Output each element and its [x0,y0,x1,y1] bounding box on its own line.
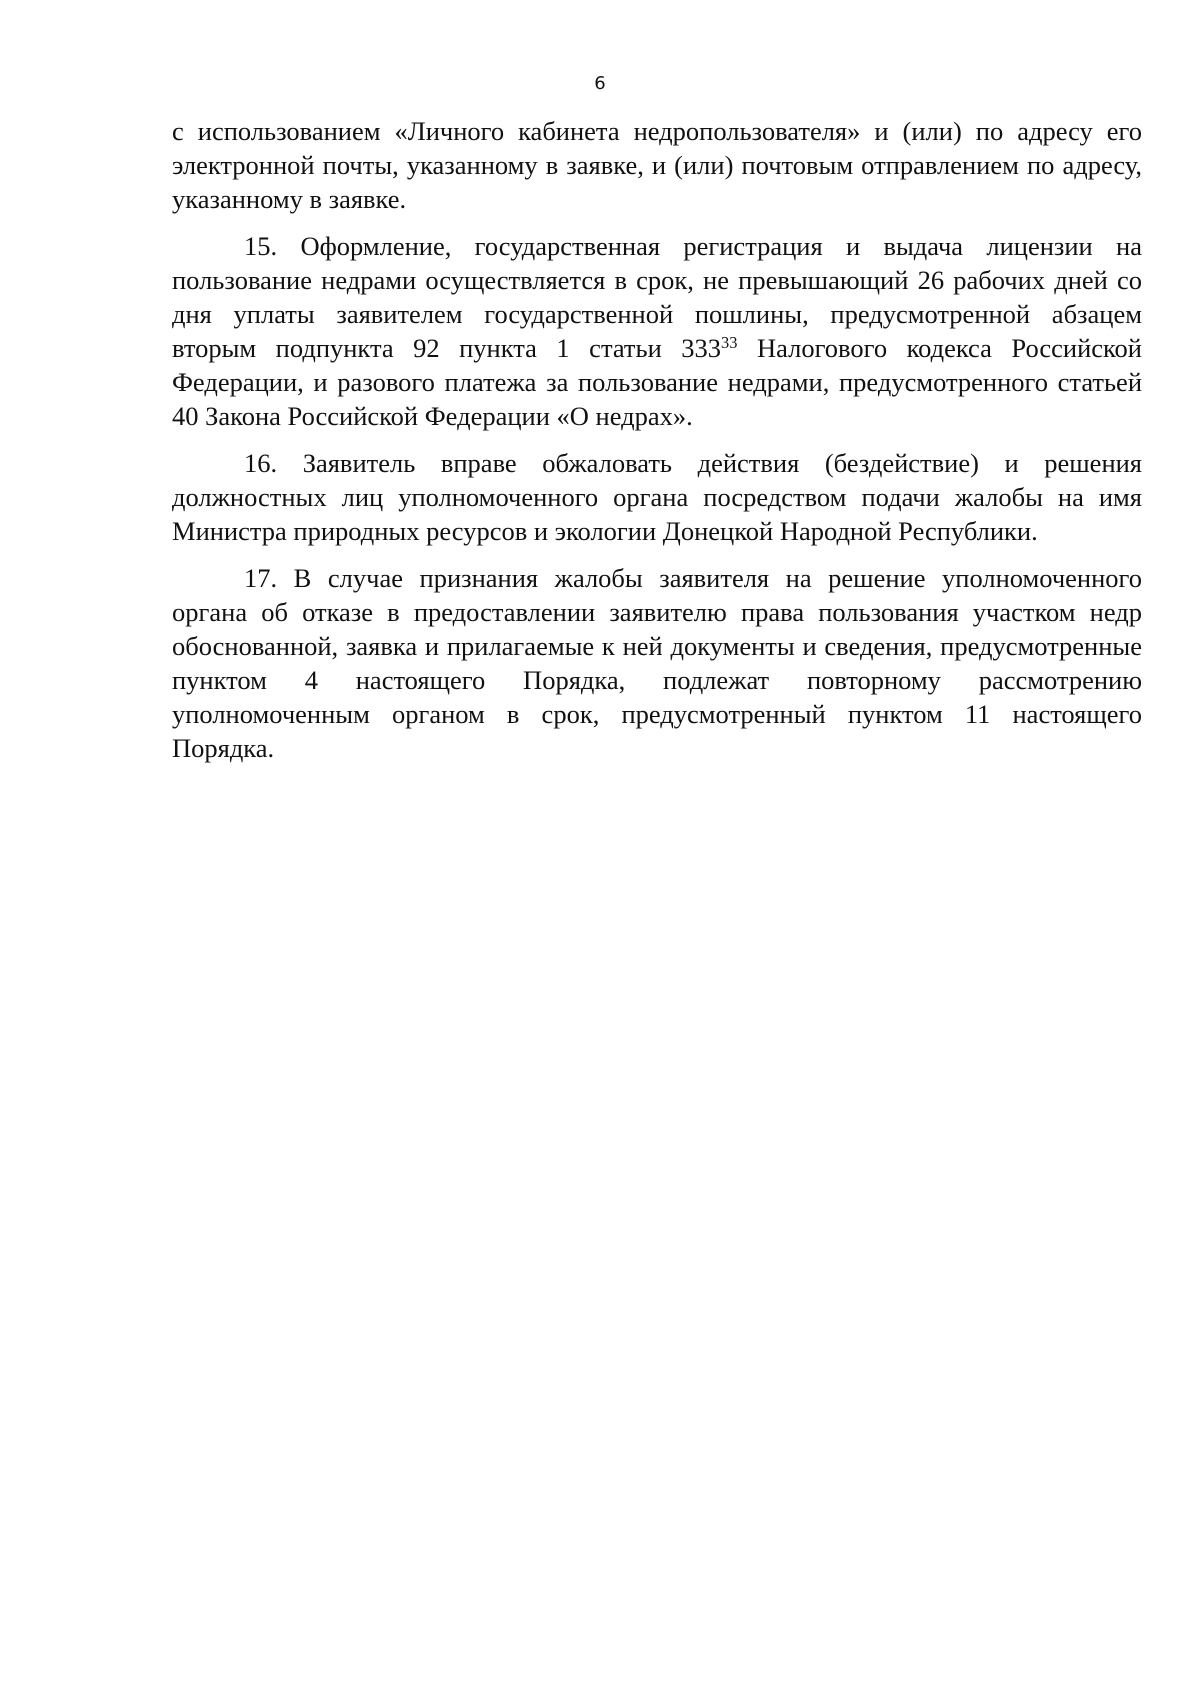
paragraph-17: 17. В случае признания жалобы заявителя на решение уполномоченного органа об отказе в предоставлении заявителю права пользования участком недр обоснованной, заявка и прилагаемые к ней документы и сведения, предусмотренные пунктом 4 настоящего Порядка, подлежат повторному рассмотрению уполномоченным органом в срок, предусмотренный пунктом 11 настоящего Порядка. [172,563,1142,763]
page-number: 6 [594,73,606,94]
document-body [172,114,1142,778]
paragraph-16: 16. Заявитель вправе обжаловать действия (бездействие) и решения должностных лиц уполномоченного органа посредством подачи жалобы на имя Министра природных ресурсов и экологии Донецкой Народной Республики. [172,448,1142,546]
paragraph-15-text-after: Налогового кодекса Российской Федерации, и разового платежа за пользование недрами, предусмотренного статьей 40 Закона Российской Федерации «О недрах». [172,333,1142,431]
paragraph-15 [172,229,1142,433]
paragraph-15-superscript: 33 [721,332,738,352]
paragraph-15-text-before: 15. Оформление, государственная регистрация и выдача лицензии на пользование недрами осуществляется в срок, не превышающий 26 рабочих дней со дня уплаты заявителем государственной пошлины, предусмотренной абзацем вторым подпункта 92 пункта 1 статьи 333 [172,231,1142,363]
paragraph-continuation: с использованием «Личного кабинета недропользователя» и (или) по адресу его электронной почты, указанному в заявке, и (или) почтовым отправлением по адресу, указанному в заявке. [172,116,1142,214]
